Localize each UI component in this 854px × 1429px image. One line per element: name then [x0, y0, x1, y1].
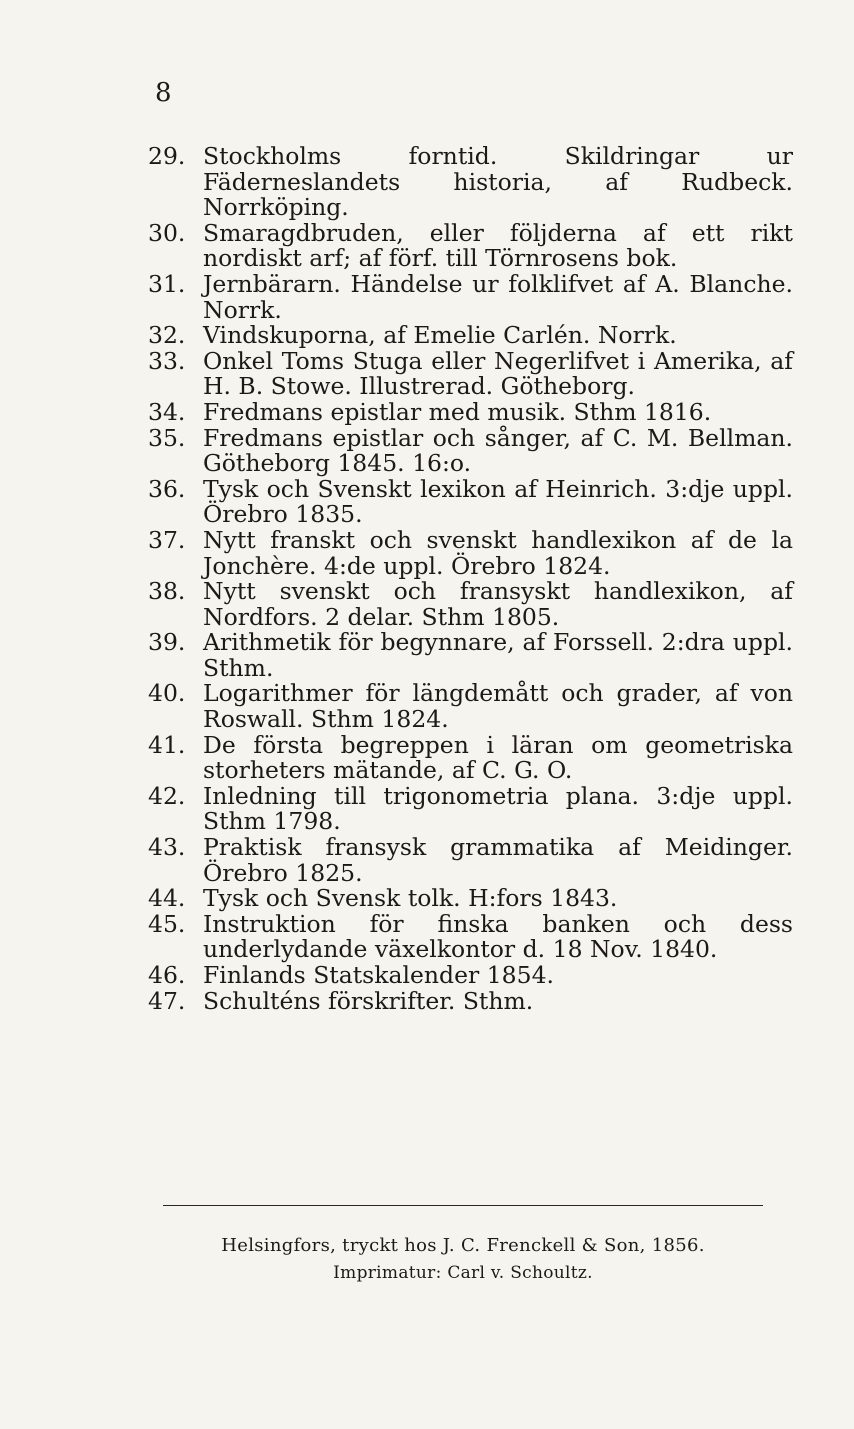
entry-number: 40.	[148, 679, 186, 708]
entry-text: Smaragdbruden, eller följderna af ett rikt nordiskt arf; af förf. till Törnrosens bok.	[203, 218, 793, 273]
list-item	[148, 730, 793, 785]
entry-text: Arithmetik för begynnare, af Forssell. 2:dra uppl. Sthm.	[203, 628, 793, 682]
entry-number: 36.	[148, 474, 186, 503]
entry-text: Logarithmer för längdemått och grader, af von Roswall. Sthm 1824.	[203, 679, 793, 734]
entry-number: 42.	[148, 781, 186, 810]
list-item	[148, 986, 793, 1015]
imprimatur-line: Imprimatur: Carl v. Schoultz.	[333, 1263, 593, 1283]
entry-number: 32.	[148, 321, 186, 350]
entry-number: 41.	[148, 730, 186, 759]
entry-text: Nytt franskt och svenskt handlexikon af de la Jonchère. 4:de uppl. Örebro 1824.	[203, 525, 793, 580]
entry-text: Praktisk fransysk grammatika af Meidinger. Örebro 1825.	[203, 833, 793, 887]
entry-number: 29.	[148, 142, 186, 170]
entry-text: Jernbärarn. Händelse ur folklifvet af A. Blanche. Norrk.	[203, 269, 793, 324]
entry-number: 31.	[148, 269, 186, 298]
list-item	[148, 397, 793, 426]
entry-text: Onkel Toms Stuga eller Negerlifvet i Amerika, af H. B. Stowe. Illustrerad. Götheborg.	[203, 346, 793, 401]
entry-text: Nytt svenskt och fransyskt handlexikon, af Nordfors. 2 delar. Sthm 1805.	[203, 577, 793, 631]
list-item	[148, 525, 793, 580]
entry-number: 33.	[148, 346, 186, 375]
entry-text: Vindskuporna, af Emelie Carlén. Norrk.	[203, 321, 677, 350]
list-item	[148, 963, 793, 989]
list-item	[148, 269, 793, 324]
divider-rule	[163, 1205, 763, 1206]
entry-text: Finlands Statskalender 1854.	[203, 961, 554, 989]
list-item	[148, 886, 793, 912]
list-item	[148, 423, 793, 478]
entry-text: Stockholms forntid. Skildringar ur Fäderneslandets historia, af Rudbeck. Norrköping.	[203, 142, 793, 222]
entry-number: 39.	[148, 628, 186, 657]
list-item	[148, 474, 793, 529]
entry-number: 43.	[148, 833, 186, 862]
entry-number: 47.	[148, 986, 186, 1015]
entry-number: 34.	[148, 397, 186, 426]
entry-text: De första begreppen i läran om geometriska storheters mätande, af C. G. O.	[203, 730, 793, 785]
printer-line: Helsingfors, tryckt hos J. C. Frenckell & Son, 1856.	[221, 1235, 705, 1256]
list-item	[148, 781, 793, 836]
list-item	[148, 218, 793, 273]
entry-text: Tysk och Svensk tolk. H:fors 1843.	[203, 884, 618, 913]
list-item	[148, 835, 793, 886]
entry-number: 38.	[148, 577, 186, 606]
entry-number: 45.	[148, 909, 186, 938]
entry-number: 35.	[148, 423, 186, 452]
list-item	[148, 346, 793, 401]
entry-number: 37.	[148, 525, 186, 554]
entry-text: Fredmans epistlar och sånger, af C. M. Bellman. Götheborg 1845. 16:o.	[203, 423, 793, 478]
list-item	[148, 144, 793, 221]
entry-text: Instruktion för finska banken och dess underlydande växelkontor d. 18 Nov. 1840.	[203, 909, 793, 964]
entry-text: Tysk och Svenskt lexikon af Heinrich. 3:dje uppl. Örebro 1835.	[203, 474, 793, 529]
entry-text: Fredmans epistlar med musik. Sthm 1816.	[203, 397, 712, 426]
entry-number: 44.	[148, 884, 186, 913]
entry-number: 30.	[148, 218, 186, 247]
list-item	[148, 323, 793, 349]
book-list	[148, 144, 793, 1014]
list-item	[148, 909, 793, 964]
entry-text: Schulténs förskrifter. Sthm.	[203, 986, 534, 1015]
list-item	[148, 579, 793, 630]
list-item	[148, 681, 793, 732]
entry-number: 46.	[148, 961, 186, 989]
list-item	[148, 630, 793, 681]
entry-text: Inledning till trigonometria plana. 3:dje uppl. Sthm 1798.	[203, 781, 793, 836]
page-number: 8	[155, 78, 172, 108]
